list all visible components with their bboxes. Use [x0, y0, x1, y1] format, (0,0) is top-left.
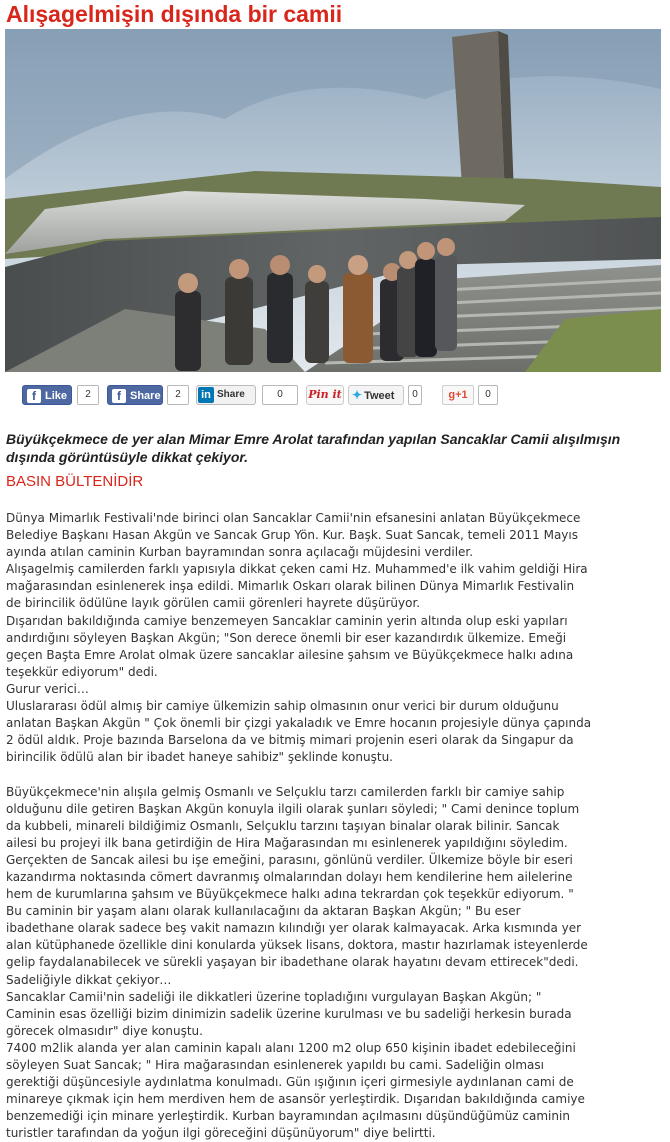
- linkedin-icon: in: [198, 387, 214, 403]
- facebook-like-count: 2: [77, 385, 99, 405]
- minaret-tower: [452, 31, 514, 201]
- body-line: ibadethane olarak sadece beş vakit namazın kılındığı yer olarak kalmayacak. Arka kısmında yer: [6, 921, 582, 936]
- body-line: Uluslararası ödül almış bir camiye ülkemizin sahip olmasının onur verici bir durum olduğunu: [6, 699, 559, 714]
- body-line: Alışagelmiş camilerden farklı yapısıyla dikkat çeken cami Hz. Muhammed'e ilk vahim geldiği Hira: [6, 562, 588, 577]
- article-lead: Büyükçekmece de yer alan Mimar Emre Arolat tarafından yapılan Sancaklar Camii alışılmışın dışında görüntüsüyle dikkat çekiyor.: [6, 431, 621, 465]
- body-line: Sadeliğiyle dikkat çekiyor…: [6, 972, 172, 987]
- google-plus-button[interactable]: [442, 385, 474, 405]
- body-line: görecek olmasıdır" diye konuştu.: [6, 1023, 203, 1038]
- body-line: geçen Başta Emre Arolat olmak üzere sancaklar ailesine şahsım ve Büyükçekmece halkı adına: [6, 647, 574, 662]
- body-line: Dışarıdan bakıldığında camiye benzemeyen Sancaklar caminin yerin altında olup eski yapıları: [6, 613, 568, 628]
- body-line: Belediye Başkanı Hasan Akgün ve Sancak Grup Yön. Kur. Başk. Suat Sancak, temeli 2011 Mayıs: [6, 528, 578, 543]
- body-line: Bu caminin bir yaşam alanı olarak kullanılacağını da aktaran Başkan Akgün; " Bu eser: [6, 904, 521, 919]
- body-line: olduğunu dile getiren Başkan Akgün konuyla ilgili olarak şunları söyledi; " Cami denince toplum: [6, 801, 580, 816]
- facebook-icon: f: [112, 389, 126, 403]
- facebook-share-label: Share: [130, 390, 161, 402]
- twitter-tweet-button[interactable]: [348, 385, 404, 405]
- facebook-share-count: 2: [167, 385, 189, 405]
- twitter-bird-icon: ✦: [352, 388, 363, 402]
- body-line: gelip faydalanabilecek ve sürekli yaşayan bir ibadethane olarak hayatını devam ettirecek"dedi.: [6, 955, 579, 970]
- body-line: anlatan Başkan Akgün " Çok önemli bir çizgi yakaladık ve Emre hocanın projesiyle dünya çapında: [6, 716, 592, 731]
- body-line: benzemediği için minare yerleştirdik. Kurban bayramından açılmasını düşündüğümüz caminin: [6, 1109, 570, 1124]
- body-line: 7400 m2lik alanda yer alan caminin kapalı alanı 1200 m2 olup 650 kişinin ibadet edebileceğini: [6, 1040, 576, 1055]
- body-line: minareye çıkmak için hem merdiven hem de asansör yerleştirdik. Dışarıdan bakıldığında camiye: [6, 1092, 585, 1107]
- body-line: ailesi bu projeyi ilk bana getirdiğin de Hira Mağarasından mı esinlenerek yapıldığını söyledim.: [6, 835, 568, 850]
- body-line: kazandırma noktasında cömert davranmış olmalarından dolayı hem kendilerine hem ailelerine: [6, 869, 573, 884]
- social-share-bar: [5, 380, 661, 410]
- linkedin-share-label: Share: [217, 389, 245, 400]
- body-line: gerektiği düşüncesiyle aydınlatma konulmadı. Gün ışığının içeri girmesiyle aydınlanan cami de: [6, 1075, 574, 1090]
- google-plus-label: +1: [455, 389, 468, 401]
- body-line: turistler tarafından da yoğun ilgi göreceğini düşünüyorum" diye belirtti.: [6, 1126, 436, 1141]
- pinterest-pin-button[interactable]: Pin it: [306, 385, 344, 405]
- body-line: alan kütüphanede özellikle dini konularda yüksek lisans, doktora, mastır hazırlamak isteyenlerde: [6, 938, 588, 953]
- body-line: söyleyen Suat Sancak; " Hira mağarasından esinlenerek yapıldı bu cami. Sadeliğin olması: [6, 1058, 544, 1072]
- body-line: [6, 766, 662, 783]
- body-line: Sancaklar Camii'nin sadeliği ile dikkatleri üzerine topladığını vurgulayan Başkan Akgün; ": [6, 989, 542, 1004]
- tweet-label: Tweet: [364, 390, 395, 402]
- body-line: ayında atılan caminin Kurban bayramından sonra açılacağı müjdesini verdiler.: [6, 545, 474, 560]
- linkedin-share-count: 0: [262, 385, 298, 405]
- body-line: da kubbeli, minareli bildiğimiz Osmanlı, Selçuklu tarzını taşıyan binalar olarak bilinir. Sancak: [6, 818, 560, 833]
- body-line: 2 ödül aldık. Proje bazında Barselona da ve bitmiş mimari projenin eseri olarak da Singapur da: [6, 733, 574, 748]
- body-line: Dünya Mimarlık Festivali'nde birinci olan Sancaklar Camii'nin efsanesini anlatan Büyükçekmece: [6, 511, 581, 525]
- body-line: Büyükçekmece'nin alışıla gelmiş Osmanlı ve Selçuklu tarzı camilerden farklı bir camiye sahip: [6, 784, 565, 799]
- body-line: de birincilik ödülüne layık görülen camii görenleri hayrete düşürüyor.: [6, 596, 421, 611]
- facebook-like-label: Like: [45, 390, 68, 402]
- body-line: birincilik ödülü alan bir ibadet haneye sahibiz" şeklinde konuştu.: [6, 750, 393, 765]
- body-line: teşekkür ediyorum" dedi.: [6, 664, 158, 679]
- body-line: hem de kurumlarına şahsım ve Büyükçekmece halkı adına tekrardan çok teşekkür ediyorum. ": [6, 887, 574, 902]
- linkedin-share-button[interactable]: [196, 385, 256, 405]
- body-line: Gerçekten de Sancak ailesi bu işe emeğini, parasını, gönlünü verdiler. Ülkemize böyle bir eseri: [6, 852, 573, 867]
- facebook-like-button[interactable]: [22, 385, 72, 405]
- google-plus-icon: g: [448, 389, 456, 401]
- facebook-share-button[interactable]: [107, 385, 163, 405]
- facebook-icon: f: [27, 389, 41, 403]
- article-source: BASIN BÜLTENİDİR: [6, 473, 144, 490]
- article-title: Alışagelmişin dışında bir camii: [6, 1, 343, 27]
- body-line: Gurur verici…: [6, 681, 89, 696]
- body-line: mağarasından esinlenerek inşa edildi. Mimarlık Oskarı olarak bilinen Dünya Mimarlık Festivalin: [6, 579, 575, 594]
- article-photo: [5, 29, 661, 372]
- article-body: [6, 510, 662, 1142]
- body-line: andırdığını söyleyen Başkan Akgün; "Son derece önemli bir eser kazandırdık ülkemize. Emeği: [6, 630, 567, 645]
- google-plus-count: 0: [478, 385, 498, 405]
- tweet-count: 0: [408, 385, 422, 405]
- body-line: Caminin esas özelliği bizim dinimizin sadelik üzerine kurulması ve bu sadeliği herkesin burada: [6, 1006, 572, 1021]
